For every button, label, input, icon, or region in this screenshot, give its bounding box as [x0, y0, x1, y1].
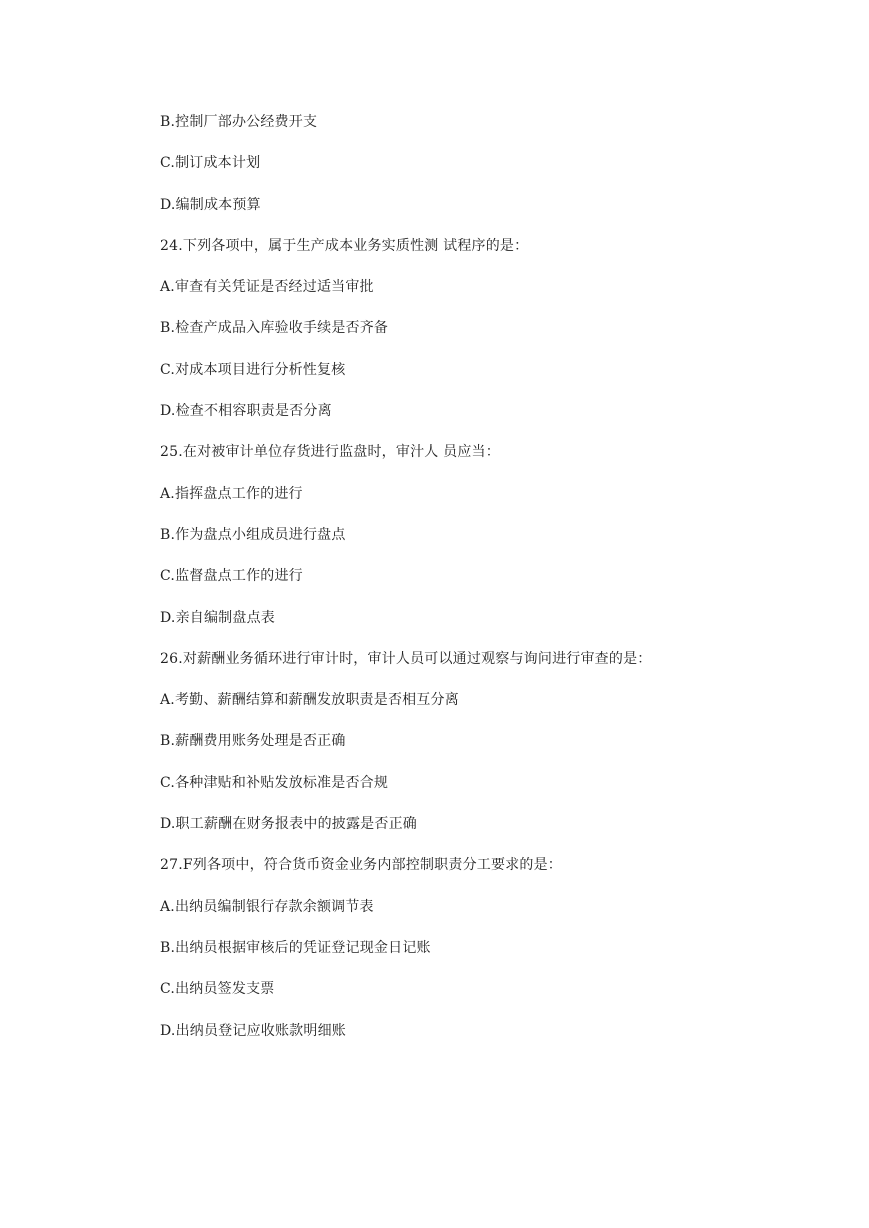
option-line: C.出纳员签发支票: [160, 981, 275, 998]
option-line: A.指挥盘点工作的进行: [160, 485, 303, 502]
option-line: B.出纳员根据审核后的凭证登记现金日记账: [160, 939, 431, 956]
option-line: B.控制厂部办公经费开支: [160, 114, 318, 130]
question-line: 26.对薪酬业务循环进行审计时，审计人员可以通过观察与询问进行审查的是：: [160, 650, 652, 667]
option-line: D.职工薪酬在财务报表中的披露是否正确: [160, 816, 417, 833]
option-line: A.审查有关凭证是否经过适当审批: [160, 279, 374, 296]
question-text-block: [160, 112, 820, 1062]
option-line: B.作为盘点小组成员进行盘点: [160, 526, 346, 543]
option-line: A.考勤、薪酬结算和薪酬发放职责是否相互分离: [160, 692, 459, 709]
option-line: A.出纳员编制银行存款余额调节表: [160, 898, 374, 915]
option-line: C.监督盘点工作的进行: [160, 568, 303, 585]
question-line: 27.F列各项中，符合货币资金业务内部控制职责分工要求的是：: [160, 857, 562, 874]
option-line: D.出纳员登记应收账款明细账: [160, 1022, 346, 1039]
option-line: D.检查不相容职责是否分离: [160, 403, 332, 420]
option-line: B.检查产成品入库验收手续是否齐备: [160, 320, 389, 337]
question-line: 24.下列各项中，属于生产成本业务实质性测 试程序的是：: [160, 237, 529, 254]
option-line: D.亲自编制盘点表: [160, 609, 275, 626]
option-line: C.制订成本计划: [160, 155, 261, 172]
option-line: C.各种津贴和补贴发放标准是否合规: [160, 774, 389, 791]
option-line: D.编制成本预算: [160, 196, 261, 213]
option-line: B.薪酬费用账务处理是否正确: [160, 733, 346, 750]
option-line: C.对成本项目进行分析性复核: [160, 361, 346, 378]
question-line: 25.在对被审计单位存货进行监盘时，审汁人 员应当：: [160, 444, 500, 461]
